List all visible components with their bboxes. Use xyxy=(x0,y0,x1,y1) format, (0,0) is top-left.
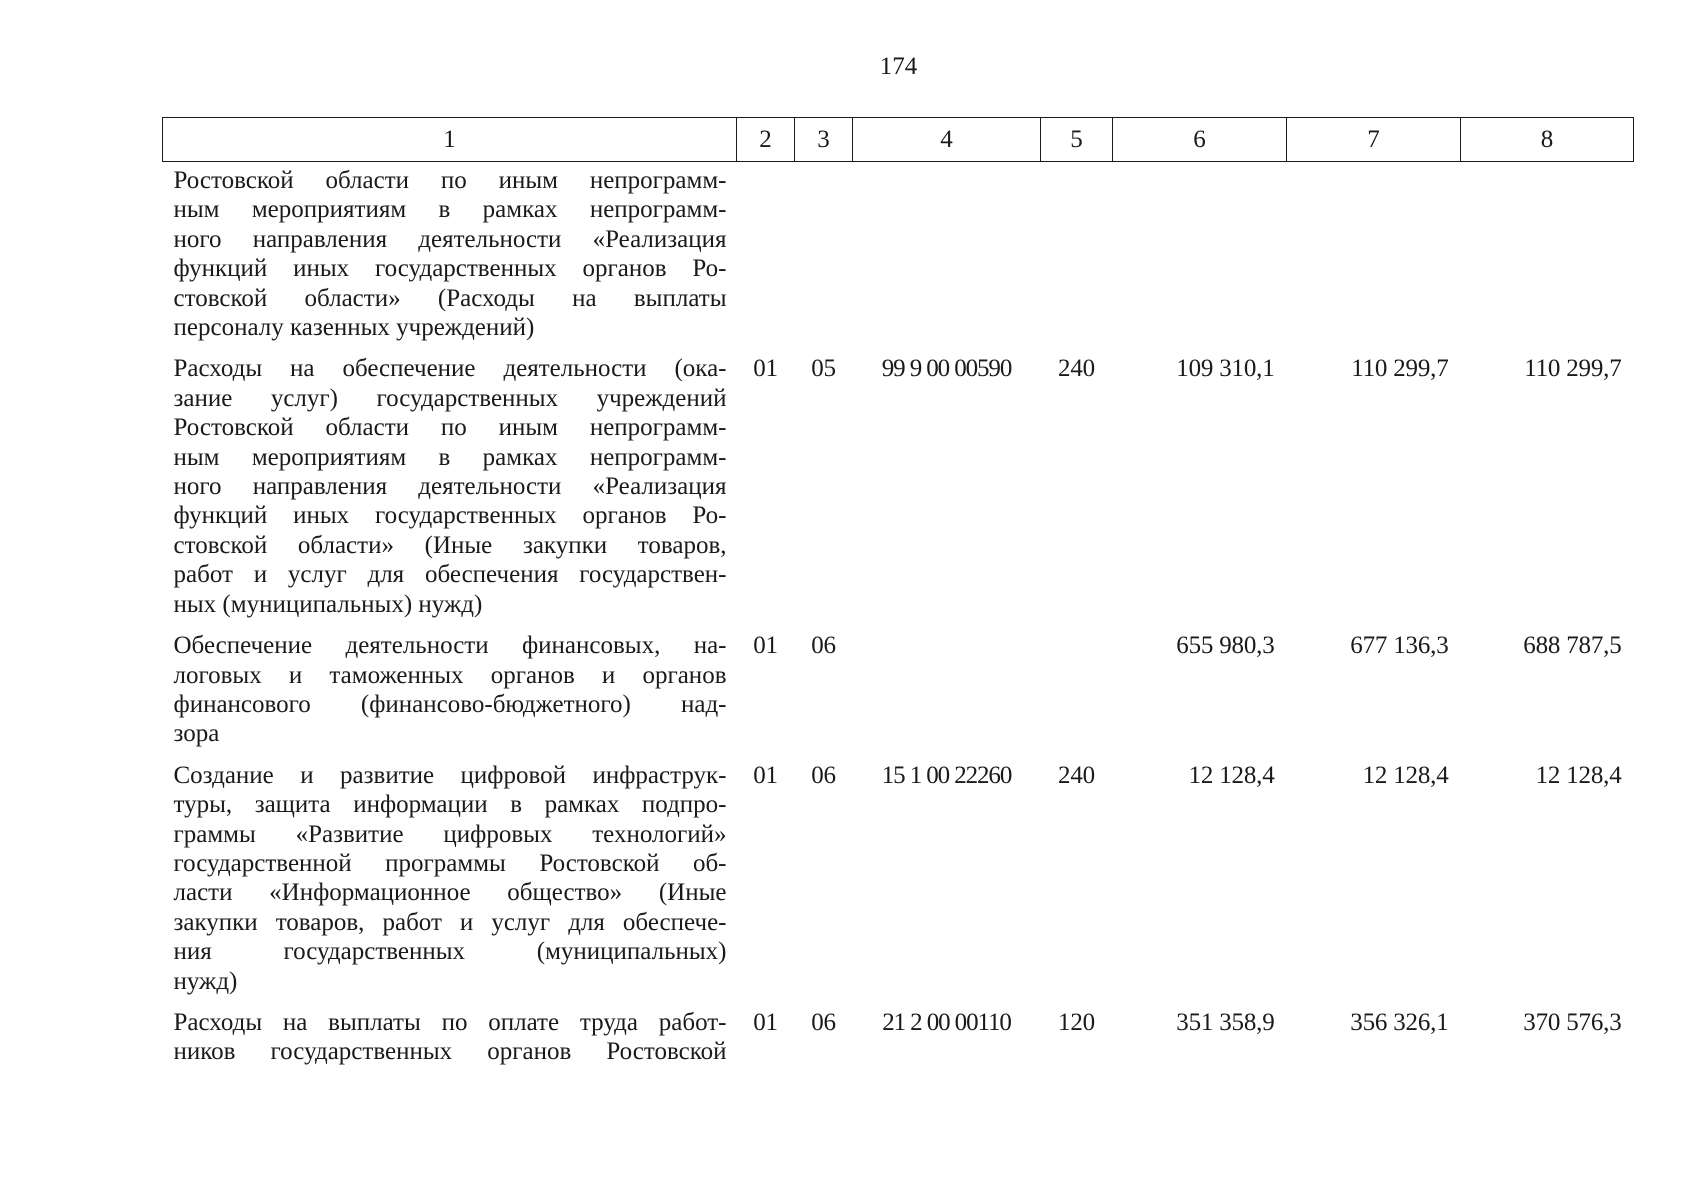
amount-column-6-cell xyxy=(1113,162,1287,343)
description-line: ных (муниципальных) нужд) xyxy=(173,590,483,618)
table-row xyxy=(163,749,1634,996)
section-code-cell: 01 xyxy=(753,632,778,660)
amount-column-6-cell: 655 980,3 xyxy=(1176,632,1275,660)
target-article-code-cell: 21 2 00 00110 xyxy=(882,1008,1011,1036)
amount-column-8-cell xyxy=(1461,162,1634,343)
description-line: Расходы на выплаты по оплате труда работ- xyxy=(173,1008,727,1036)
section-code-cell: 01 xyxy=(753,355,778,383)
amount-column-7-cell: 12 128,4 xyxy=(1362,761,1449,789)
description-line: работ и услуг для обеспечения государствен- xyxy=(173,561,727,589)
column-header-1: 1 xyxy=(163,118,737,162)
description-line: граммы «Развитие цифровых технологий» xyxy=(173,820,727,848)
row-description-cell xyxy=(163,996,737,1067)
table-row xyxy=(163,619,1634,749)
table-header xyxy=(163,118,1634,162)
amount-column-8-cell: 12 128,4 xyxy=(1535,761,1622,789)
amount-column-8-cell: 688 787,5 xyxy=(1523,632,1622,660)
target-article-code-cell: 15 1 00 22260 xyxy=(881,761,1012,789)
description-line: финансового (финансово-бюджетного) над- xyxy=(173,690,727,718)
description-line: функций иных государственных органов Ро- xyxy=(173,255,727,283)
description-line: Обеспечение деятельности финансовых, на- xyxy=(173,632,727,660)
budget-table xyxy=(162,117,1634,1067)
table-row xyxy=(163,162,1634,343)
amount-column-7-cell xyxy=(1287,162,1461,343)
description-line: ным мероприятиям в рамках непрограмм- xyxy=(173,443,727,471)
subsection-code-cell: 05 xyxy=(811,355,836,383)
column-header-5: 5 xyxy=(1041,118,1113,162)
description-line: ного направления деятельности «Реализация xyxy=(173,225,727,253)
section-code-cell: 01 xyxy=(753,1008,778,1036)
amount-column-6-cell: 12 128,4 xyxy=(1188,761,1275,789)
subsection-code-cell: 06 xyxy=(811,761,836,789)
description-line: персоналу казенных учреждений) xyxy=(173,314,535,342)
description-line: Создание и развитие цифровой инфраструк- xyxy=(173,761,727,789)
description-line: стовской области» (Расходы на выплаты xyxy=(173,284,727,312)
target-article-code-cell xyxy=(853,619,1041,749)
section-code-cell xyxy=(737,162,795,343)
table-row xyxy=(163,996,1634,1067)
amount-column-6-cell: 351 358,9 xyxy=(1176,1008,1275,1036)
subsection-code-cell: 06 xyxy=(811,1008,836,1036)
description-line: ников государственных органов Ростовской xyxy=(173,1038,727,1066)
column-header-2: 2 xyxy=(737,118,795,162)
description-line: ласти «Информационное общество» (Иные xyxy=(173,879,727,907)
expense-type-code-cell xyxy=(1041,619,1113,749)
column-header-3: 3 xyxy=(795,118,853,162)
column-header-6: 6 xyxy=(1113,118,1287,162)
amount-column-6-cell: 109 310,1 xyxy=(1176,355,1275,383)
row-description-cell xyxy=(163,749,737,996)
expense-type-code-cell: 120 xyxy=(1058,1008,1095,1036)
description-line: функций иных государственных органов Ро- xyxy=(173,502,727,530)
expense-type-code-cell xyxy=(1041,162,1113,343)
row-description-cell xyxy=(163,619,737,749)
description-line: стовской области» (Иные закупки товаров, xyxy=(173,531,727,559)
expense-type-code-cell: 240 xyxy=(1058,761,1095,789)
description-line: государственной программы Ростовской об- xyxy=(173,849,727,877)
column-header-7: 7 xyxy=(1287,118,1461,162)
section-code-cell: 01 xyxy=(753,761,778,789)
description-line: ния государственных (муниципальных) xyxy=(173,938,727,966)
subsection-code-cell xyxy=(795,162,853,343)
description-line: закупки товаров, работ и услуг для обеспече- xyxy=(173,908,727,936)
description-line: Расходы на обеспечение деятельности (ока- xyxy=(173,355,727,383)
description-line: ного направления деятельности «Реализация xyxy=(173,473,727,501)
description-line: Ростовской области по иным непрограмм- xyxy=(173,167,727,194)
amount-column-8-cell: 110 299,7 xyxy=(1524,355,1622,383)
description-line: зора xyxy=(173,720,220,748)
description-line: Ростовской области по иным непрограмм- xyxy=(173,414,727,442)
target-article-code-cell xyxy=(853,162,1041,343)
subsection-code-cell: 06 xyxy=(811,632,836,660)
column-header-4: 4 xyxy=(853,118,1041,162)
target-article-code-cell: 99 9 00 00590 xyxy=(881,355,1012,383)
row-description-cell xyxy=(163,162,737,343)
description-line: нужд) xyxy=(173,967,238,995)
description-line: ным мероприятиям в рамках непрограмм- xyxy=(173,196,727,224)
amount-column-7-cell: 110 299,7 xyxy=(1351,355,1449,383)
expense-type-code-cell: 240 xyxy=(1058,355,1095,383)
description-line: туры, защита информации в рамках подпро- xyxy=(173,791,727,819)
description-line: зание услуг) государственных учреждений xyxy=(173,384,727,412)
amount-column-8-cell: 370 576,3 xyxy=(1523,1008,1622,1036)
page-number: 174 xyxy=(879,53,918,80)
column-number-row xyxy=(163,118,1634,162)
column-header-8: 8 xyxy=(1461,118,1634,162)
description-line: логовых и таможенных органов и органов xyxy=(173,661,727,689)
table-row xyxy=(163,342,1634,619)
table-body xyxy=(163,162,1634,1067)
amount-column-7-cell: 677 136,3 xyxy=(1350,632,1449,660)
amount-column-7-cell: 356 326,1 xyxy=(1350,1008,1449,1036)
row-description-cell xyxy=(163,342,737,619)
